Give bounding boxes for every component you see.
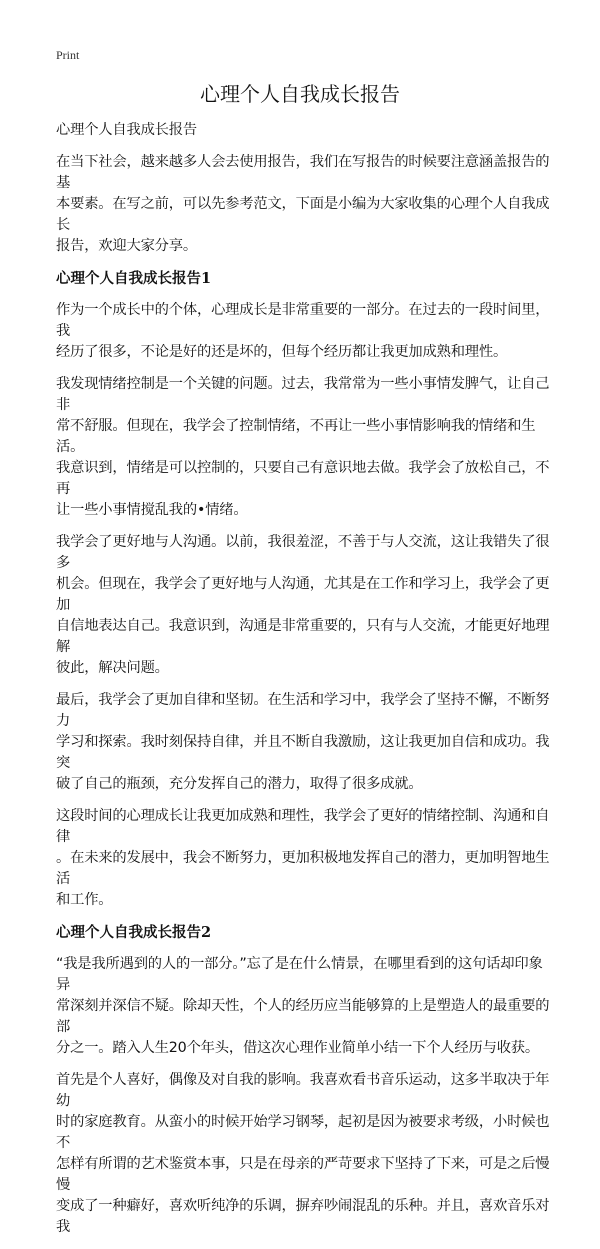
intro-paragraph: 在当下社会，越来越多人会去使用报告，我们在写报告的时候要注意涵盖报告的基 本要素。在写之前，可以先参考范文，下面是小编为大家收集的心理个人自我成长 报告，欢迎大家分享。 bbox=[56, 154, 550, 254]
section-heading: 心理个人自我成长报告2 bbox=[56, 924, 212, 941]
section-heading: 心理个人自我成长报告1 bbox=[56, 270, 212, 287]
paragraph: 最后，我学会了更加自律和坚韧。在生活和学习中，我学会了坚持不懈，不断努力 学习和探索。我时刻保持自律，并且不断自我激励，这让我更加自信和成功。我突 破了自己的瓶颈，充分发挥自己的潜力，取得了很多成就。 bbox=[56, 692, 550, 792]
paragraph: 作为一个成长中的个体，心理成长是非常重要的一部分。在过去的一段时间里，我 经历了很多，不论是好的还是坏的，但每个经历都让我更加成熟和理性。 bbox=[56, 302, 550, 360]
paragraph: 我学会了更好地与人沟通。以前，我很羞涩，不善于与人交流，这让我错失了很多 机会。但现在，我学会了更好地与人沟通，尤其是在工作和学习上，我学会了更加 自信地表达自己。我意识到，沟通是非常重要的，只有与人交流，才能更好地理解 彼此，解决问题。 bbox=[56, 534, 550, 676]
print-link[interactable]: Print bbox=[56, 48, 80, 62]
page-title: 心理个人自我成长报告 bbox=[200, 82, 400, 106]
paragraph: 首先是个人喜好，偶像及对自我的影响。我喜欢看书音乐运动，这多半取决于年幼 时的家庭教育。从蛮小的时候开始学习钢琴，起初是因为被要求考级，小时候也不 怎样有所谓的艺术鉴赏本事，只是在母亲的严苛要求下坚持了下来，可是之后慢慢 变成了一种癖好，喜欢听纯净的乐调，摒弃吵闹混乱的乐种。并且，喜欢音乐对我 bbox=[56, 1072, 550, 1235]
paragraph: “我是我所遇到的人的一部分。”忘了是在什么情景，在哪里看到的这句话却印象异 常深刻并深信不疑。除却天性，个人的经历应当能够算的上是塑造人的最重要的部 分之一。踏入人生20个年头，借这次心理作业简单小结一下个人经历与收获。 bbox=[56, 956, 550, 1056]
paragraph: 我发现情绪控制是一个关键的问题。过去，我常常为一些小事情发脾气，让自己非 常不舒服。但现在，我学会了控制情绪，不再让一些小事情影响我的情绪和生活。 我意识到，情绪是可以控制的，只要自己有意识地去做。我学会了放松自己，不再 让一些小事情搅乱我的•情绪。 bbox=[56, 376, 550, 518]
paragraph: 这段时间的心理成长让我更加成熟和理性，我学会了更好的情绪控制、沟通和自律 。在未来的发展中，我会不断努力，更加积极地发挥自己的潜力，更加明智地生活 和工作。 bbox=[56, 808, 550, 908]
document-body bbox=[56, 120, 556, 1249]
document-subtitle: 心理个人自我成长报告 bbox=[56, 122, 197, 138]
